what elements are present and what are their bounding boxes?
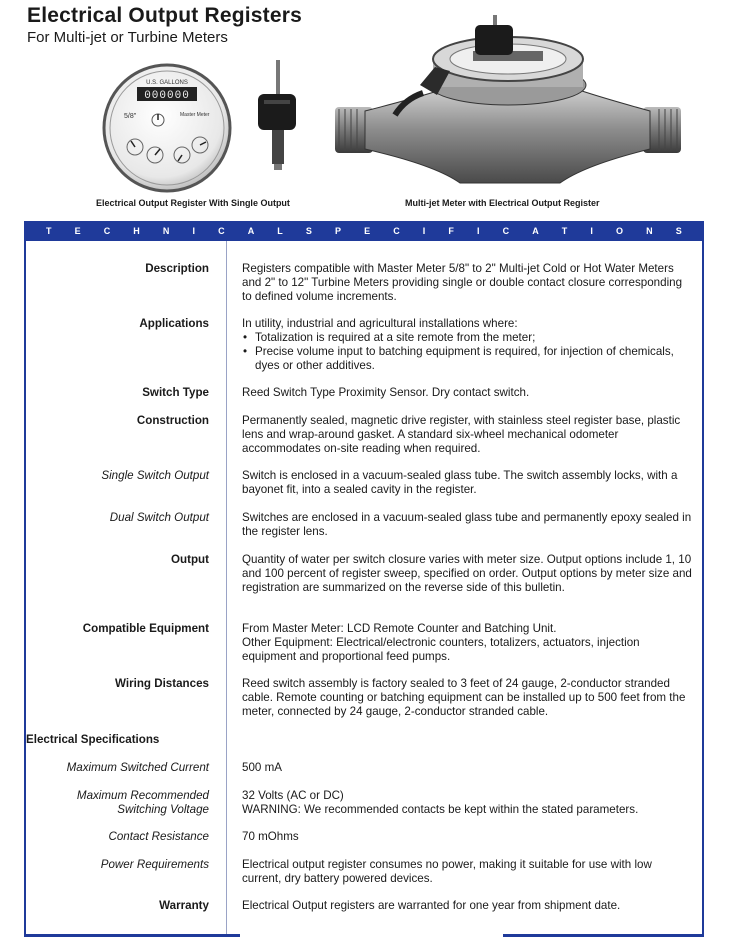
spec-label-line: Maximum Recommended: [76, 789, 209, 802]
left-figure-caption: Electrical Output Register With Single Output: [96, 198, 290, 208]
spec-label: Warranty: [159, 899, 209, 912]
spec-label: Construction: [136, 414, 209, 427]
tech-letter: I: [590, 226, 593, 236]
tech-letter: C: [218, 226, 225, 236]
voltage-warning: WARNING: We recommended contacts be kept within the stated parameters.: [242, 803, 639, 816]
list-item: • Totalization is required at a site remote from the meter;: [242, 331, 692, 345]
compatible-line: From Master Meter: LCD Remote Counter and Batching Unit.: [242, 622, 557, 635]
applications-intro: In utility, industrial and agricultural installations where:: [242, 317, 518, 330]
tech-letter: C: [393, 226, 400, 236]
spec-value: [242, 789, 692, 817]
odometer-digits: 000000: [144, 90, 190, 102]
spec-label: Single Switch Output: [101, 469, 209, 482]
bottom-rule-left: [24, 934, 240, 937]
spec-label: Wiring Distances: [115, 677, 209, 690]
spec-value: [242, 317, 692, 373]
spec-value: Registers compatible with Master Meter 5/8" to 2" Multi-jet Cold or Hot Water Meters and 2" to 12" Turbine Meters providing single or double contact closure corresponding to defined volume increments.: [242, 262, 683, 303]
page-subtitle: For Multi-jet or Turbine Meters: [27, 29, 228, 46]
tech-letter: A: [247, 226, 255, 236]
tech-letter: E: [364, 226, 371, 236]
spec-label: Output: [171, 553, 209, 566]
tech-letter: T: [46, 226, 52, 236]
spec-label: Dual Switch Output: [109, 511, 209, 524]
tech-letter: A: [532, 226, 539, 236]
tech-letter: F: [448, 226, 454, 236]
spec-label: Compatible Equipment: [82, 622, 209, 635]
spec-label: Applications: [139, 317, 209, 330]
tech-letter: P: [334, 226, 341, 236]
technical-specifications-bar: [24, 221, 704, 241]
tech-letter: E: [74, 226, 81, 236]
spec-label: Description: [145, 262, 209, 275]
tech-letter: I: [477, 226, 480, 236]
meter-photo: [325, 15, 690, 200]
tech-letter: H: [133, 226, 140, 236]
page-title: Electrical Output Registers: [27, 4, 302, 27]
tech-letter: I: [422, 226, 426, 236]
tech-letter: L: [277, 226, 283, 236]
tech-letter: C: [502, 226, 510, 236]
applications-list: [242, 331, 692, 373]
spec-value: 70 mOhms: [242, 830, 299, 843]
compatible-line: Other Equipment: Electrical/electronic counters, totalizers, actuators, injection equipment and proportional feed pumps.: [242, 636, 640, 663]
tech-letter: N: [646, 226, 653, 236]
tech-letter: T: [561, 226, 568, 236]
bottom-rule-right: [503, 934, 704, 937]
spec-value: Switch is enclosed in a vacuum-sealed glass tube. The switch assembly locks, with a bayonet fit, into a sealed cavity in the register.: [242, 469, 678, 496]
register-photo: [100, 60, 330, 195]
list-item: • Precise volume input to batching equipment is required, for injection of chemicals, dyes or other additives.: [242, 345, 692, 373]
meter-switch: [475, 25, 513, 55]
tech-letter: O: [616, 226, 624, 236]
voltage-line: 32 Volts (AC or DC): [242, 789, 344, 802]
spec-value: 500 mA: [242, 761, 282, 774]
tech-letter: N: [162, 226, 170, 236]
spec-label: Power Requirements: [100, 858, 209, 871]
register-brand: Master Meter: [180, 112, 210, 118]
tech-letter: I: [192, 226, 195, 236]
tech-letter: C: [103, 226, 111, 236]
spec-value: Reed Switch Type Proximity Sensor. Dry contact switch.: [242, 386, 530, 399]
spec-value: Electrical output register consumes no power, making it suitable for use with low current, dry battery powered devices.: [242, 858, 652, 885]
spec-label-line: Switching Voltage: [117, 803, 209, 816]
tech-letter: S: [305, 226, 312, 236]
spec-label: Maximum Switched Current: [66, 761, 209, 774]
reed-switch-body: [258, 94, 296, 130]
right-figure-caption: Multi-jet Meter with Electrical Output Register: [405, 198, 600, 208]
spec-column-divider: [226, 241, 227, 935]
register-dial-text: U.S. GALLONS: [146, 80, 188, 86]
spec-value: Quantity of water per switch closure varies with meter size. Output options include 1, 10 and 100 percent of register sweep, specified on order. Output options by meter size and registration are summarized on the reverse side of this bulletin.: [242, 553, 692, 594]
spec-value: Permanently sealed, magnetic drive register, with stainless steel register base, plastic lens and wrap-around gasket. A standard six-wheel mechanical odometer accommodates on-site reading when required.: [242, 414, 681, 455]
spec-section-heading: Electrical Specifications: [26, 733, 160, 746]
spec-label: Contact Resistance: [108, 830, 209, 843]
register-size-label: 5/8": [124, 113, 137, 120]
spec-value: [242, 622, 692, 664]
spec-label: [26, 789, 209, 817]
spec-value: Reed switch assembly is factory sealed to 3 feet of 24 gauge, 2-conductor stranded cable. Remote counting or batching equipment can be installed up to 500 feet from the meter, connected by 24 gauge, 2-conductor stranded cable.: [242, 677, 686, 718]
spec-value: Electrical Output registers are warranted for one year from shipment date.: [242, 899, 621, 912]
spec-value: Switches are enclosed in a vacuum-sealed glass tube and permanently epoxy sealed in the register lens.: [242, 511, 692, 538]
tech-letter: S: [675, 226, 682, 236]
spec-label: Switch Type: [142, 386, 209, 399]
